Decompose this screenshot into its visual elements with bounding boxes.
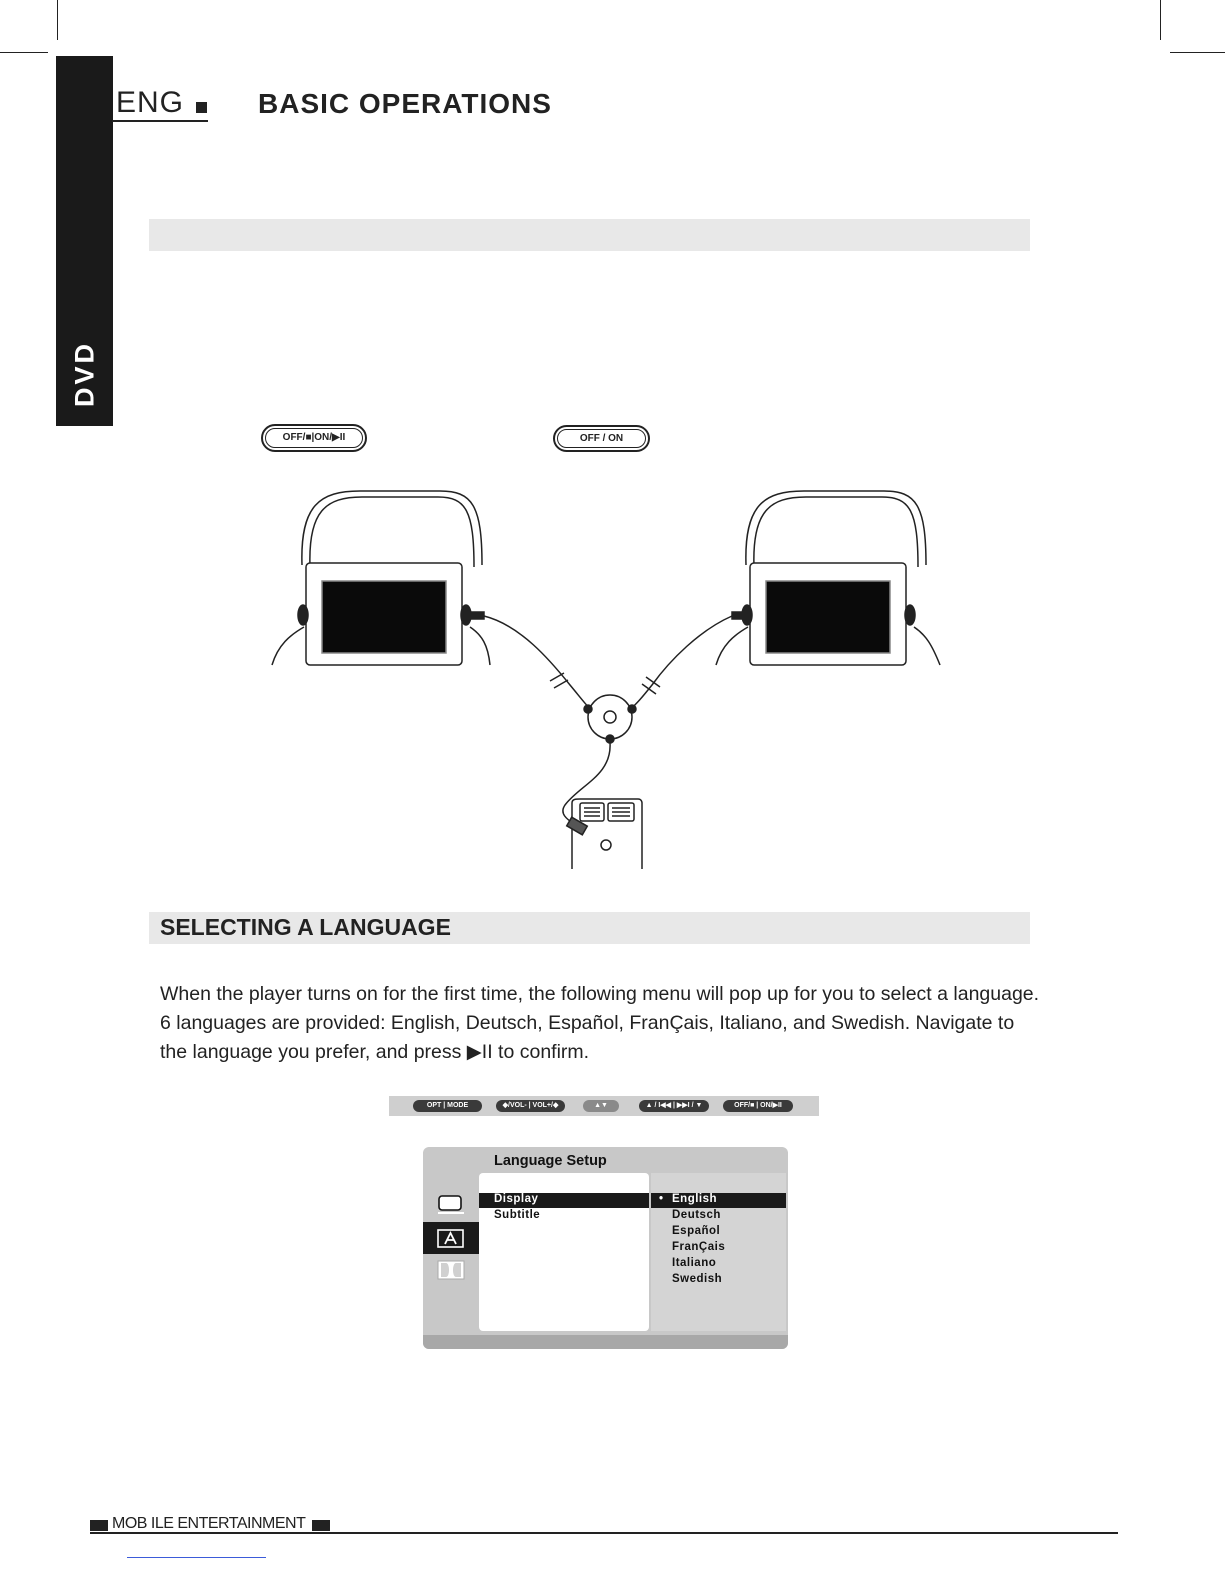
option-italiano[interactable]: Italiano: [672, 1257, 717, 1269]
cable-break: [550, 673, 568, 688]
crop-mark: [1170, 52, 1225, 53]
footer-square-left: [90, 1520, 108, 1531]
option-espanol[interactable]: Español: [672, 1225, 721, 1237]
splitter-port: [628, 705, 636, 713]
menu-footer-bar: [423, 1335, 788, 1349]
right-monitor-screen: [766, 581, 890, 653]
right-seat-curve: [716, 627, 748, 665]
volume-button: ◆/VOL- | VOL+/◆: [496, 1100, 565, 1112]
left-monitor-knob: [298, 605, 308, 625]
option-english[interactable]: English: [672, 1193, 718, 1205]
headrest-diagram: [260, 485, 960, 875]
option-swedish[interactable]: Swedish: [672, 1273, 723, 1285]
footer-square-right: [312, 1520, 330, 1531]
menu-button: ▲▼: [583, 1100, 619, 1112]
power-button-label: OFF / ON: [557, 429, 646, 448]
left-cable: [484, 616, 592, 711]
adapter-slot-lines: [584, 808, 630, 816]
right-seat-curve: [914, 627, 940, 665]
footer-rule: [90, 1532, 1118, 1534]
dolby-icon: [437, 1260, 465, 1280]
left-plug: [470, 612, 484, 619]
section-band-empty: [149, 219, 1030, 251]
option-deutsch[interactable]: Deutsch: [672, 1209, 721, 1221]
footer-link-underline: [127, 1557, 266, 1558]
splitter-hub: [588, 695, 632, 739]
right-monitor-knob: [905, 605, 915, 625]
language-icon: [436, 1228, 466, 1250]
opt-mode-button: OPT | MODE: [413, 1100, 482, 1112]
control-strip: [389, 1096, 819, 1116]
language-code: ENG: [116, 86, 185, 119]
side-tab-label: DVD: [69, 340, 99, 408]
right-headrest-inner: [754, 497, 918, 567]
navigation-button: ▲ / I◀◀ | ▶▶I / ▼: [639, 1100, 709, 1112]
left-monitor-screen: [322, 581, 446, 653]
right-headrest-outline: [746, 491, 926, 565]
splitter-port: [606, 735, 614, 743]
left-seat-curve: [272, 627, 304, 665]
power-play-button: OFF/■ | ON/▶II: [723, 1100, 793, 1112]
menu-item-display[interactable]: Display: [494, 1193, 539, 1205]
adapter-socket: [601, 840, 611, 850]
power-play-button-pill: [261, 424, 367, 452]
left-seat-curve: [470, 627, 490, 665]
right-plug: [732, 612, 746, 619]
splitter-port: [584, 705, 592, 713]
section-band: [149, 912, 1030, 944]
left-headrest-outline: [302, 491, 482, 565]
display-icon: [437, 1194, 465, 1216]
menu-title: Language Setup: [494, 1153, 607, 1169]
section-heading: SELECTING A LANGUAGE: [160, 914, 451, 940]
page-title: BASIC OPERATIONS: [258, 88, 552, 119]
crop-mark: [0, 52, 48, 53]
side-tab: [56, 56, 113, 426]
language-setup-menu: [423, 1147, 788, 1349]
section-paragraph: When the player turns on for the first time, the following menu will pop up for you to select a language. 6 languages are provided: English, Deutsch, Español, FranÇais, Italiano, and Swedish. Navigate to the language you prefer, and press ▶II to confirm.: [160, 983, 1040, 1063]
menu-item-subtitle[interactable]: Subtitle: [494, 1209, 541, 1221]
footer-text: MOB ILE ENTERTAINMENT: [112, 1515, 306, 1532]
crop-mark: [1160, 0, 1161, 40]
power-button-pill: [553, 425, 650, 452]
left-headrest-inner: [310, 497, 474, 567]
option-francais[interactable]: FranÇais: [672, 1241, 726, 1253]
adapter-plug: [567, 817, 588, 835]
power-play-button-label: OFF/■|ON/▶II: [265, 428, 363, 448]
header-square: [196, 102, 207, 113]
option-bullet: •: [659, 1193, 664, 1205]
crop-mark: [57, 0, 58, 40]
power-cable: [563, 743, 610, 827]
header-underline: [112, 120, 208, 122]
